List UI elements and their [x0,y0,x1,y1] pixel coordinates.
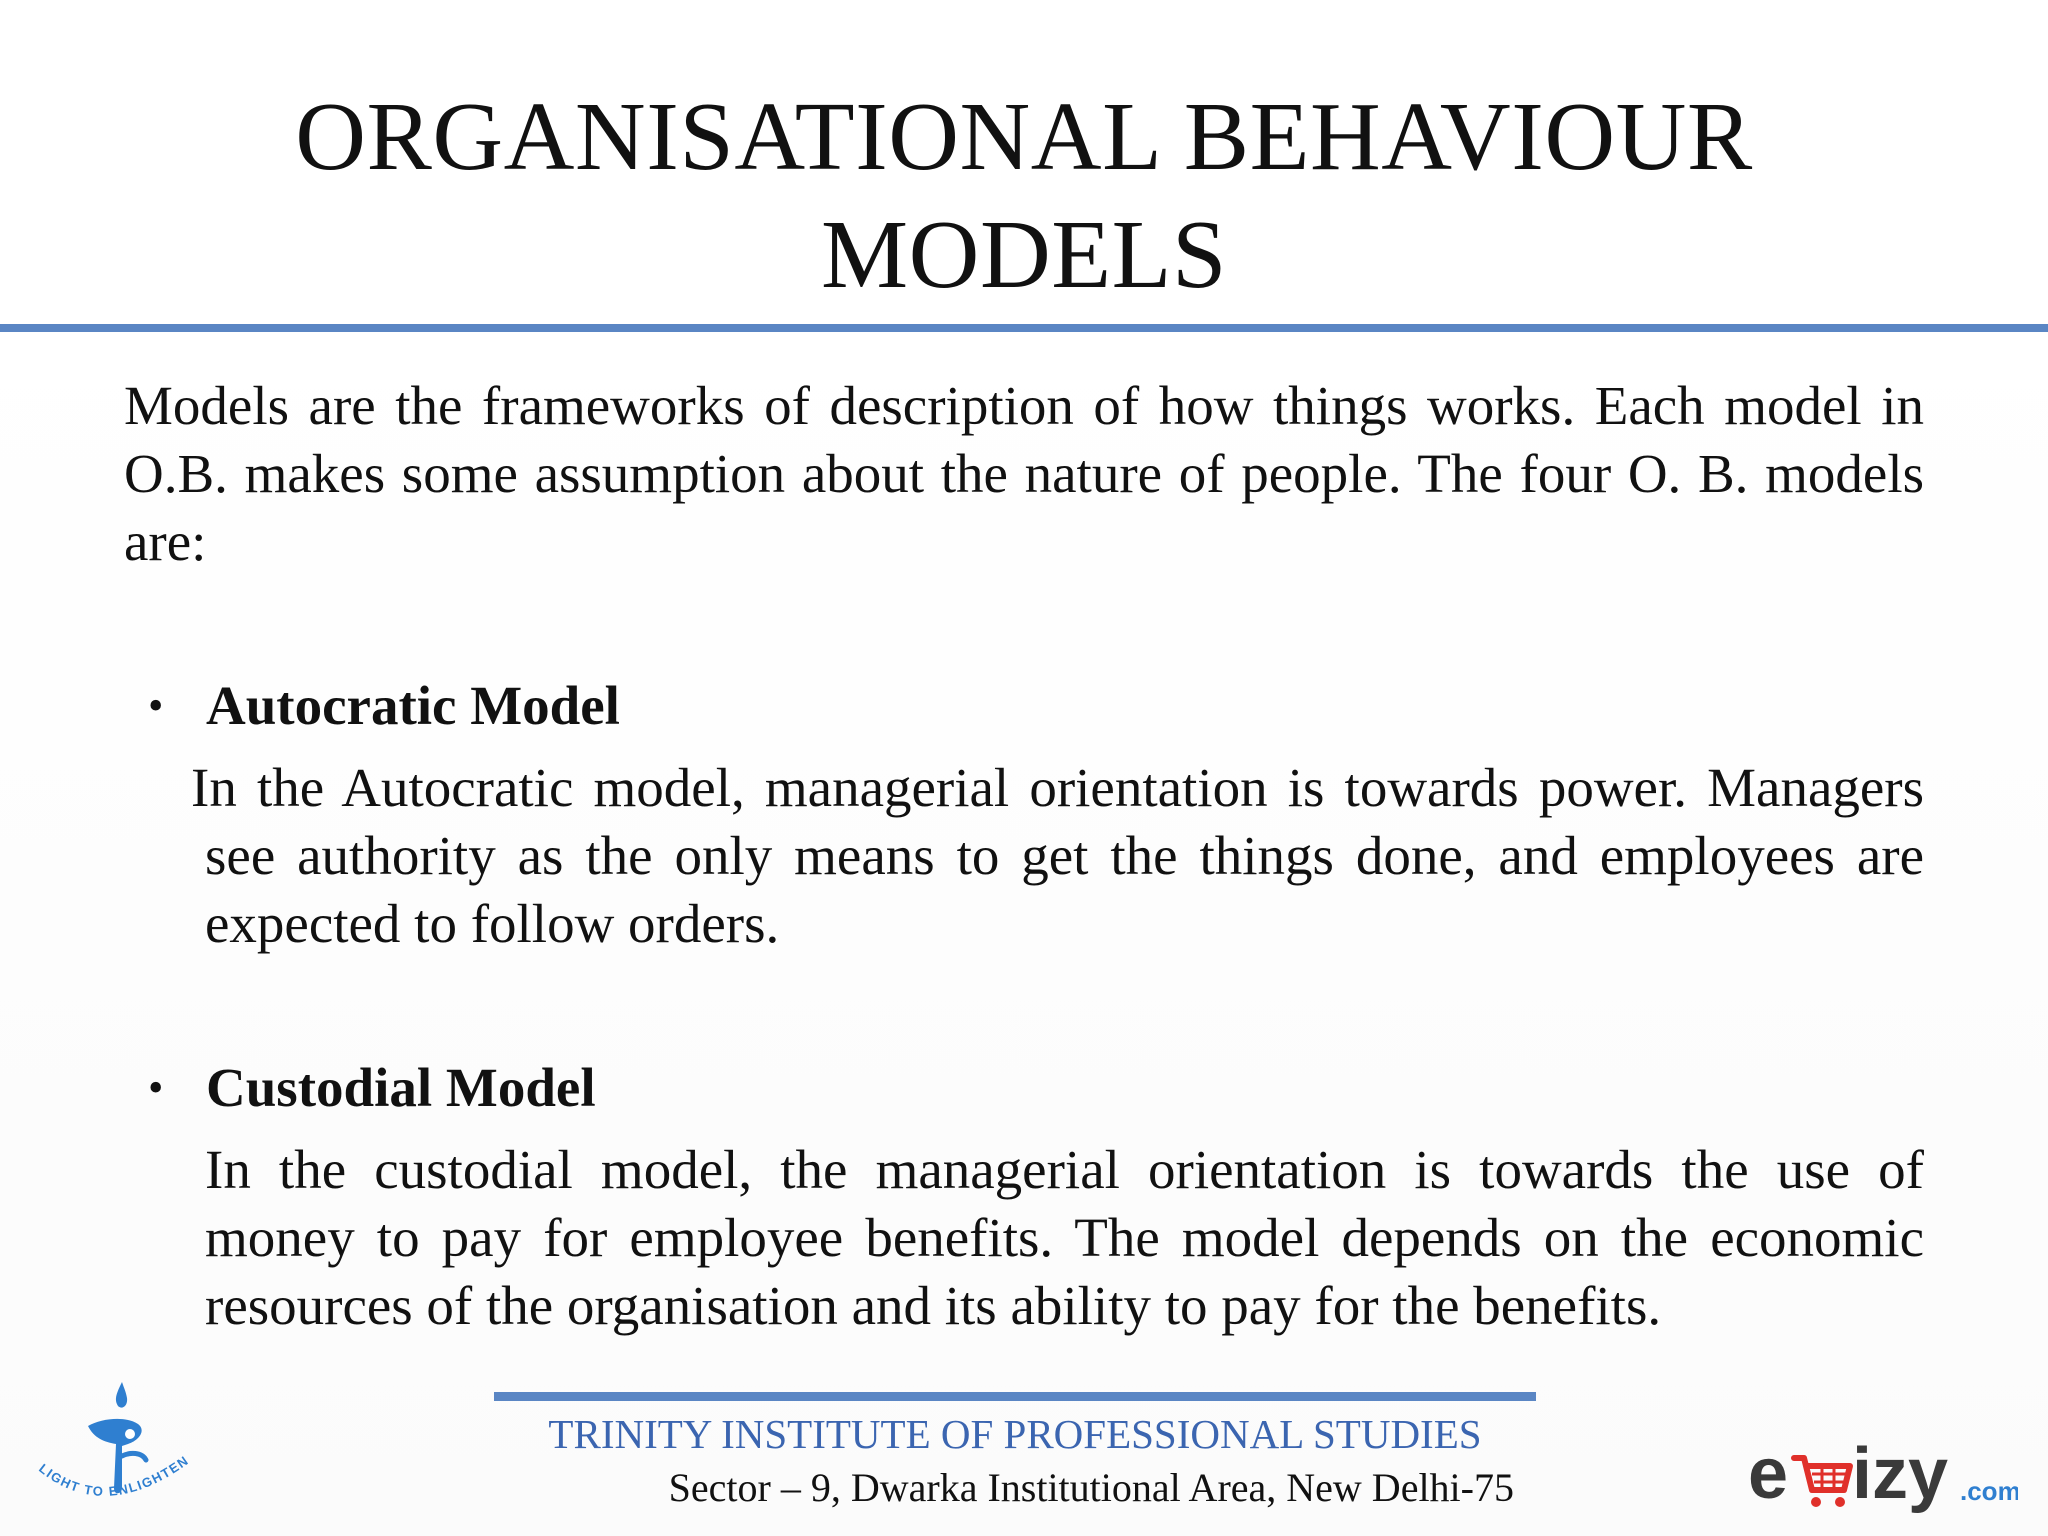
cart-icon [1794,1458,1850,1507]
institute-logo [30,1378,220,1528]
slide-title-line-1: ORGANISATIONAL BEHAVIOUR [295,83,1753,191]
bullet-body-custodial: In the custodial model, the managerial orientation is towards the use of money to pay for employee benefits. The model depends on the economic resources of the organisation and its ability to pay for the benefits. [205,1139,1924,1336]
svg-text:izy: izy [1852,1434,1949,1514]
bullet-icon: • [148,1063,164,1112]
title-divider [0,324,2048,332]
bullet-body-autocratic: In the Autocratic model, managerial orientation is towards power. Managers see authority as the only means to get the things done, and employees are expected to follow orders. [191,757,1924,954]
logo-domain: .com [1960,1476,2018,1506]
intro-paragraph: Models are the frameworks of description of how things works. Each model in O.B. makes some assumption about the nature of people. The four O. B. models are: [124,375,1924,572]
svg-text:LIGHT TO ENLIGHTEN [36,1452,192,1499]
slide-title-line-2: MODELS [821,201,1227,309]
bullet-heading-custodial [148,1054,596,1122]
eazy-logo [1748,1432,2018,1522]
logo-motto: LIGHT TO ENLIGHTEN [36,1452,192,1500]
footer-institute-name: TRINITY INSTITUTE OF PROFESSIONAL STUDIES [548,1411,1482,1457]
bullet-heading-text: Autocratic Model [206,675,620,736]
slide-title [0,78,2048,314]
svg-text:e: e [1748,1434,1789,1514]
footer-address: Sector – 9, Dwarka Institutional Area, New Delhi-75 [668,1465,1514,1510]
bullet-heading-autocratic [148,672,620,740]
bullet-heading-text: Custodial Model [206,1057,596,1118]
footer-divider [494,1392,1536,1401]
bullet-icon: • [148,681,164,730]
